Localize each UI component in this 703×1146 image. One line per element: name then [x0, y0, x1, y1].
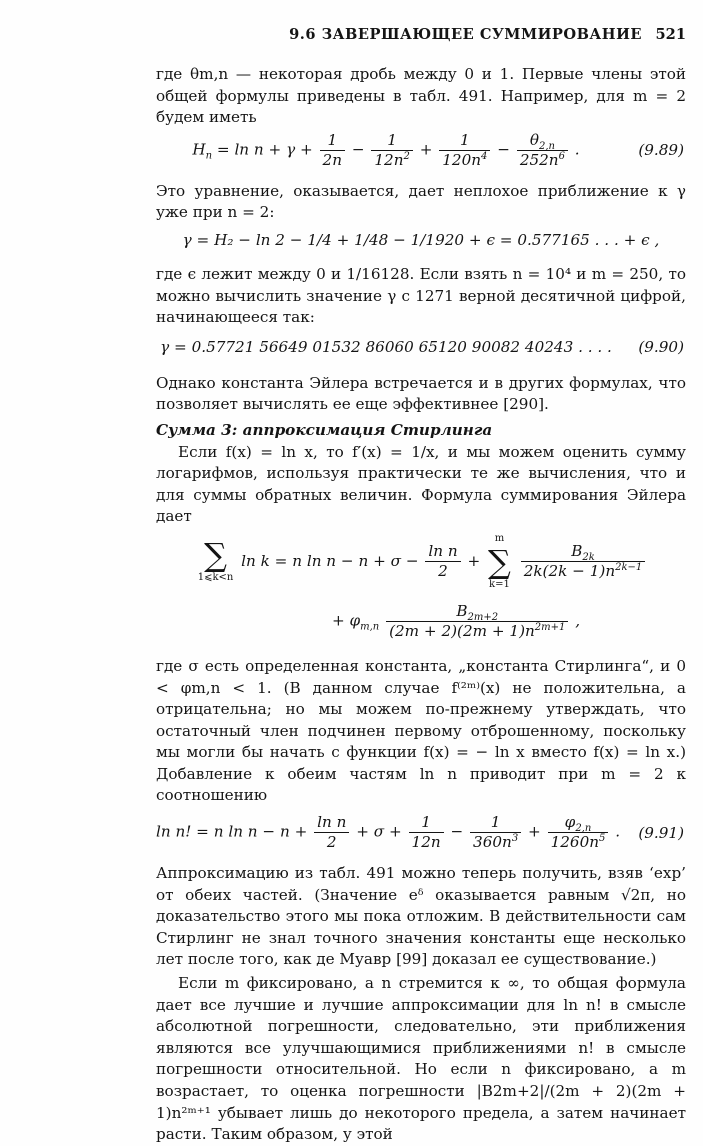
- equation-9-90-tag: (9.90): [638, 337, 684, 356]
- equation-9-89-tag: (9.89): [638, 140, 684, 159]
- paragraph-7: Аппроксимацию из табл. 491 можно теперь получить, взяв ‘exp’ от обеих частей. (Значение eᵟ оказывается равным √2π, но доказательство этого мы пока отложим. В действительности сам Стирлинг не знал точного значения константы еще несколько лет после того, как де Муавр [99] доказал ее существование.): [156, 864, 686, 969]
- paragraph-3: где ϵ лежит между 0 и 1/16128. Если взять n = 10⁴ и m = 250, то можно вычислить значение γ с 1271 верной десятичной цифрой, начинающееся так:: [156, 264, 686, 327]
- paragraph-2: Это уравнение, оказывается, дает неплохое приближение к γ уже при n = 2:: [156, 181, 686, 222]
- equation-9-91-formula: ln n! = n ln n − n + $\frac{\text{ln n}}{2}$ + σ + $\frac{1}{12n}$ − $\frac{1}{360n^3}$ + $\frac{\varphi_{2,n}}{1260n^5}$ .: [156, 813, 621, 852]
- equation-gamma-h2: [156, 224, 686, 258]
- paragraph-8: Если m фиксировано, а n стремится к ∞, то общая формула дает все лучшие и лучшие аппроксимации для ln n! в смысле абсолютной погрешности, следовательно, эти приближения являются все улучшающимися приближениями n! в смысле погрешности относительной. Но если n фиксировано, а m возрастает, то оценка погрешности |B2m+2|/(2m + 2)(2m + 1)n²ᵐ⁺¹ убывает лишь до некоторого предела, а затем начинает расти. Таким образом, у этой: [156, 974, 686, 1144]
- equation-9-91-tag: (9.91): [638, 824, 684, 843]
- paragraph-6: где σ есть определенная константа, „константа Стирлинга“, и 0 < φm,n < 1. (В данном случае f⁽²ᵐ⁾(x) не положительна, а отрицательна; но мы можем по-прежнему утверждать, что остаточный член подчинен первому отброшенному, поскольку мы могли бы начать с функции f(x) = − ln x вместо f(x) = ln x.) Добавление к обеим частям ln n приводит при m = 2 к соотношению: [156, 656, 686, 805]
- equation-9-90: [156, 329, 686, 367]
- paragraph-4: Однако константа Эйлера встречается и в других формулах, что позволяет вычислять ее еще эффективнее [290].: [156, 373, 686, 414]
- equation-9-91: [156, 807, 686, 863]
- section-heading: Сумма 3: аппроксимация Стирлинга: [156, 420, 493, 439]
- chapter-title: 9.6 ЗАВЕРШАЮЩЕЕ СУММИРОВАНИЕ: [289, 26, 642, 43]
- equation-9-90-formula: γ = 0.57721 56649 01532 86060 65120 90082 40243 . . . .: [160, 337, 612, 356]
- equation-gamma-h2-formula: γ = H₂ − ln 2 − 1/4 + 1/48 − 1/1920 + ϵ = 0.577165 . . . + ϵ ,: [182, 230, 660, 249]
- equation-9-89-formula: $H_n = \ln n + \gamma$ + $\frac{1}{2n}$ − $\frac{1}{12n^2}$ + $\frac{1}{120n^4}$ − $\frac{\theta_{2,n}}{252n^6}$ .: [192, 130, 580, 169]
- paragraph-5: Если f(x) = ln x, то f′(x) = 1/x, и мы можем оценить сумму логарифмов, используя практически те же вычисления, что и для суммы обратных величин. Формула суммирования Эйлера дает: [156, 442, 686, 526]
- equation-euler-sum: [156, 532, 686, 650]
- equation-9-89: [156, 129, 686, 175]
- equation-euler-sum-line2: + $\varphi_{m,n}$ $\frac{B_{2m+2}}{(2m + 2)(2m + 1)n^{2m+1}}$ ,: [331, 601, 581, 640]
- equation-euler-sum-line1: ∑ 1⩽k<n ln k = n ln n − n + σ − $\frac{\text{ln n}}{2}$ + m ∑ k=1 $\frac{B_{2k}}{2k(2k - 1)n^{2k-1}}$: [156, 532, 686, 592]
- running-header: [156, 24, 686, 46]
- paragraph-1: где θm,n — некоторая дробь между 0 и 1. Первые члены этой общей формулы приведены в табл. 491. Например, для m = 2 будем иметь: [156, 65, 686, 127]
- page-number: 521: [655, 26, 686, 43]
- page-body: [156, 64, 686, 1146]
